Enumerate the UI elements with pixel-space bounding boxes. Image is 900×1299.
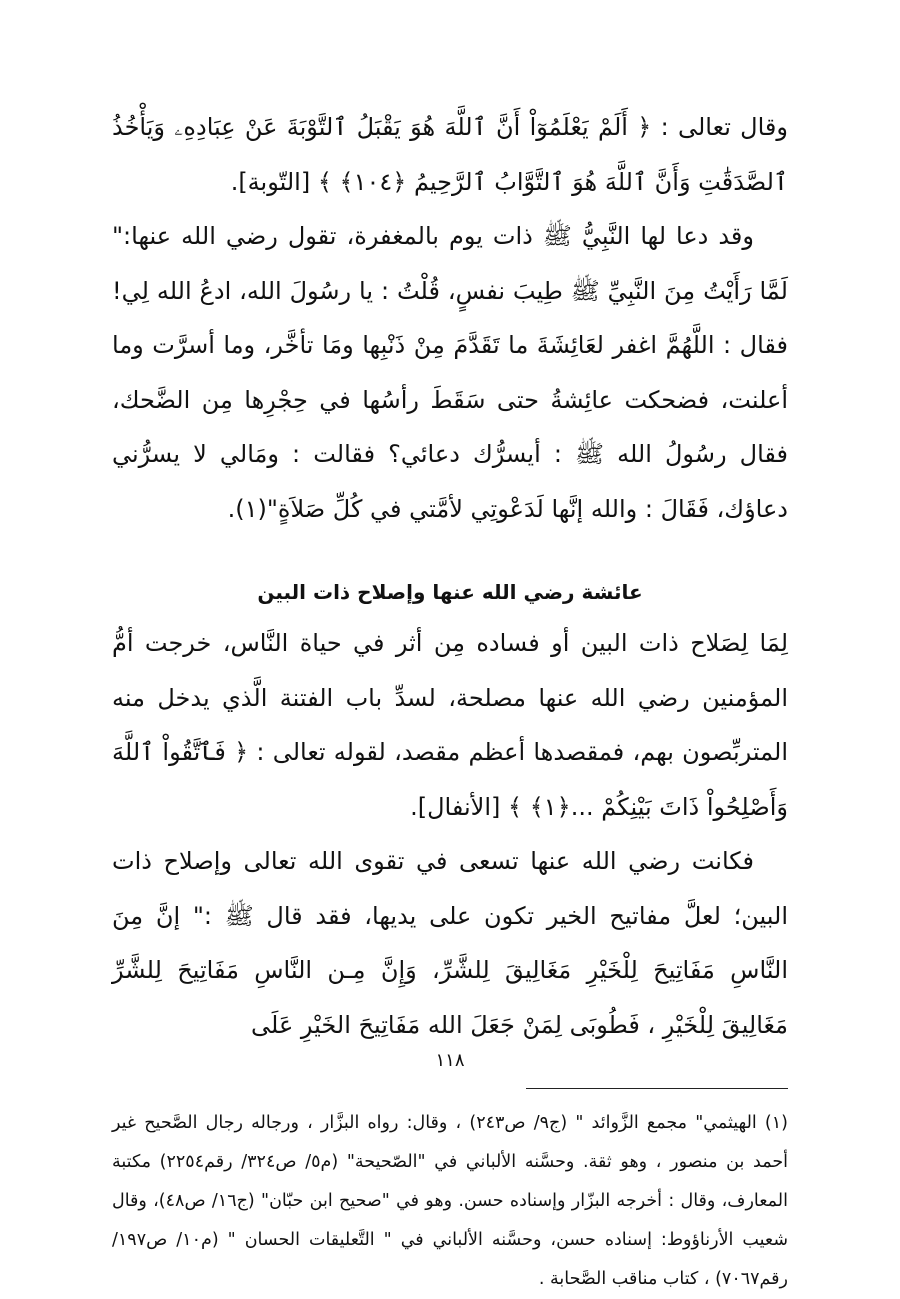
footnote: (١) الهيثمي" مجمع الزَّوائد " (ج٩/ ص٢٤٣) ، وقال: رواه البزَّار ، ورجاله رجال الصَّحيح غير أحمد بن منصور ، وهو ثقة. وحسَّنه الألباني في "الصّحيحة" (م٥/ ص٣٢٤/ رقم٢٢٥٤) مكتبة المعارف، وقال : أخرجه البزّار وإسناده حسن. وهو في "صحيح ابن حبّان" (ج١٦/ ص٤٨)، وقال شعيب الأرناؤوط: إسناده حسن، وحسَّنه الألباني في " التَّعليقات الحسان " (م١٠/ ص١٩٧/ رقم٧٠٦٧) ، كتاب مناقب الصَّحابة .	[112, 1113, 789, 1289]
reconciliation-paragraph: لِمَا لِصَلاح ذات البين أو فساده مِن أثر في حياة النَّاس، خرجت أمُّ المؤمنين رضي الله عنها مصلحة، لسدِّ باب الفتنة الَّذي يدخل منه المتربِّصون بهم، فمقصدها أعظم مقصد، لقوله تعالى : ﴿ فَٱتَّقُواْ ٱللَّهَ وَأَصْلِحُواْ ذَاتَ بَيْنِكُمْ ...﴿١﴾ ﴾ [الأنفال].	[112, 629, 788, 821]
section-spacer	[112, 536, 788, 572]
footnote-separator	[112, 1082, 788, 1102]
hadith-paragraph: وقد دعا لها النَّبِيُّ ﷺ ذات يوم بالمغفرة، تقول رضي الله عنها:" لَمَّا رَأَيْتُ مِنَ النَّبِيِّ ﷺ طِيبَ نفسٍ، قُلْتُ : يا رسُولَ الله، ادعُ الله لِي! فقال : اللَّهُمَّ اغفر لعَائِشَةَ ما تَقَدَّمَ مِنْ ذَنْبِها ومَا تأخَّر، وما أسرَّت وما أعلنت، فضحكت عائِشةُ حتى سَقَطَ رأسُها في حِجْرِها مِن الضَّحك، فقال رسُولُ الله ﷺ : أيسرُّك دعائي؟ فقالت : ومَالي لا يسرُّني دعاؤك، فَقَالَ : والله إنَّها لَدَعْوتِي لأمَّتي في كُلِّ صَلاَةٍ"(١).	[112, 222, 788, 523]
section-heading: عائشة رضي الله عنها وإصلاح ذات البين	[257, 580, 643, 604]
footnote-rule	[526, 1088, 788, 1089]
book-page	[112, 100, 789, 1289]
page-number: ١١٨	[435, 1050, 465, 1071]
keys-of-good-paragraph: فكانت رضي الله عنها تسعى في تقوى الله تعالى وإصلاح ذات البين؛ لعلَّ مفاتيح الخير تكون على يديها، فقد قال ﷺ :" إنَّ مِنَ النَّاسِ مَفَاتِيحَ لِلْخَيْرِ مَغَالِيقَ لِلشَّرِّ، وَإِنَّ مِـن النَّاسِ مَفَاتِيحَ لِلشَّرِّ مَغَالِيقَ لِلْخَيْرِ ، فَطُوبَى لِمَنْ جَعَلَ الله مَفَاتِيحَ الخَيْرِ عَلَى	[112, 847, 788, 1039]
quran-verse-paragraph: وقال تعالى : ﴿ أَلَمْ يَعْلَمُوٓاْ أَنَّ ٱللَّهَ هُوَ يَقْبَلُ ٱلتَّوْبَةَ عَنْ عِبَادِهِۦ وَيَأْخُذُ ٱلصَّدَقَٰتِ وَأَنَّ ٱللَّهَ هُوَ ٱلتَّوَّابُ ٱلرَّحِيمُ ﴿١٠٤﴾ ﴾ [التّوبة].	[112, 113, 788, 196]
